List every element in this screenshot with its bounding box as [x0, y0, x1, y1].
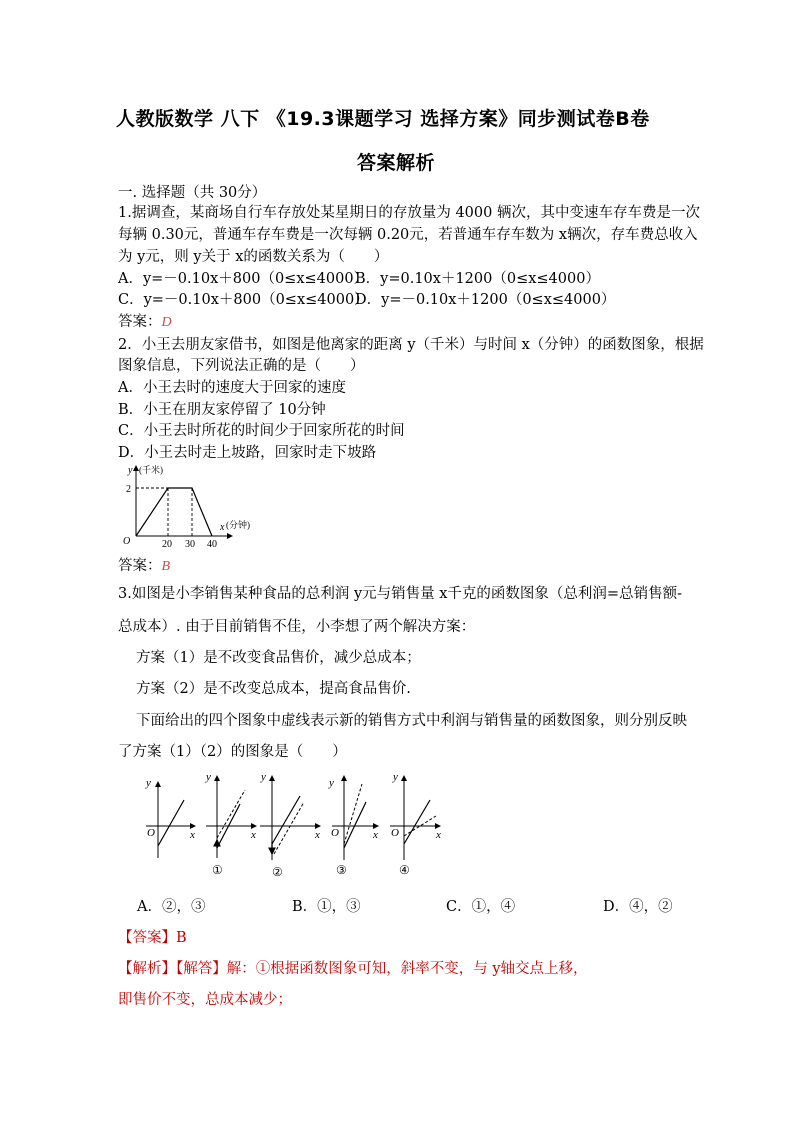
label-3: ③ — [336, 863, 347, 877]
q2-text-line2: 图象信息，下列说法正确的是（ ） — [118, 358, 365, 374]
answer-label: 答案： — [118, 314, 162, 330]
original-line — [272, 796, 300, 844]
y-tick-2: 2 — [126, 484, 131, 495]
q2-answer-value: B — [161, 559, 171, 574]
q3-option-c: C．①，④ — [446, 899, 516, 915]
q2-option-a: A．小王去时的速度大于回家的速度 — [118, 380, 346, 396]
section-header: 一. 选择题（共 30分） — [118, 185, 267, 201]
q3-text-line4: 了方案（1）（2）的图象是（ ） — [118, 744, 347, 760]
new-line — [344, 784, 362, 844]
label-1: ① — [212, 863, 223, 877]
y-label: y — [206, 771, 211, 783]
q2-answer — [118, 554, 170, 575]
new-line — [217, 790, 245, 838]
x-label: x — [251, 829, 256, 841]
y-label: y — [329, 777, 334, 789]
x-label: x — [190, 829, 195, 841]
q1-option-a: A．y=－0.10x＋800（0≤x≤4000） — [118, 271, 369, 287]
q3-analysis-line2: 即售价不变，总成本减少； — [118, 992, 292, 1008]
origin-label: O — [147, 827, 155, 839]
y-unit-label: (千米) — [139, 465, 163, 475]
q3-text-line2: 总成本）. 由于目前销售不佳，小李想了两个解决方案： — [118, 619, 476, 635]
q3-option-a: A．②，③ — [137, 899, 206, 915]
q2-text-line1: 2．小王去朋友家借书，如图是他离家的距离 y（千米）与时间 x（分钟）的函数图象，根据 — [118, 337, 704, 353]
q1-option-b: B．y=0.10x＋1200（0≤x≤4000） — [355, 271, 600, 287]
q1-text-line2: 每辆 0.30元，普通车存车费是一次每辆 0.20元，若普通车存车数为 x辆次，存车费总收入 — [118, 227, 698, 243]
q3-graph-4 — [390, 771, 441, 877]
q1-answer-value: D — [161, 315, 172, 330]
origin-label: O — [123, 536, 131, 547]
q1-answer — [118, 310, 172, 331]
q2-option-d: D．小王去时走上坡路，回家时走下坡路 — [118, 445, 377, 461]
y-label: y — [393, 771, 398, 783]
q3-graph-2 — [260, 771, 320, 879]
x-tick-40: 40 — [207, 539, 217, 550]
q1-text-line3: 为 y元，则 y关于 x的函数关系为（ ） — [118, 249, 389, 265]
origin-label: O — [331, 827, 339, 839]
q3-text-line3: 下面给出的四个图象中虚线表示新的销售方式中利润与销售量的函数图象，则分别反映 — [136, 713, 687, 729]
distance-line — [136, 488, 212, 536]
q3-original-graph — [145, 777, 195, 858]
q2-distance-time-graph — [116, 462, 250, 554]
x-unit-label: (分钟) — [226, 520, 250, 530]
label-2: ② — [272, 865, 283, 879]
document-title: 人教版数学 八下 《19.3课题学习 选择方案》同步测试卷B卷 — [116, 108, 650, 130]
q2-option-b: B．小王在朋友家停留了 10分钟 — [118, 402, 326, 418]
q3-plan1: 方案（1）是不改变食品售价，减少总成本； — [136, 650, 421, 666]
y-label: y — [146, 777, 151, 789]
q3-option-b: B．①，③ — [292, 899, 361, 915]
q1-text-line1: 1.据调查，某商场自行车存放处某星期日的存放量为 4000 辆次，其中变速车存车费是一次 — [118, 205, 700, 221]
new-line — [274, 802, 304, 854]
document-subtitle: 答案解析 — [357, 152, 436, 174]
q3-graphs — [140, 770, 450, 880]
q3-option-d: D．④，② — [603, 899, 673, 915]
y-label: y — [261, 771, 266, 783]
x-label: x — [436, 829, 441, 841]
origin-label: O — [391, 827, 399, 839]
q2-option-c: C．小王去时所花的时间少于回家所花的时间 — [118, 423, 405, 439]
label-4: ④ — [399, 863, 410, 877]
x-axis-label: x — [220, 522, 225, 533]
q1-option-c: C．y=－0.10x＋800（0≤x≤4000） — [118, 292, 369, 308]
x-label: x — [315, 829, 320, 841]
q3-text-line1: 3.如图是小李销售某种食品的总利润 y元与销售量 x千克的函数图象（总利润=总销售额- — [118, 586, 682, 602]
x-tick-30: 30 — [185, 539, 195, 550]
q3-graph-3 — [328, 776, 378, 877]
q1-option-d: D．y=－0.10x＋1200（0≤x≤4000） — [355, 292, 616, 308]
q3-graph-1 — [205, 771, 256, 877]
x-label: x — [373, 829, 378, 841]
q3-plan2: 方案（2）是不改变总成本，提高食品售价. — [136, 681, 411, 697]
q3-answer: 【答案】B — [118, 930, 187, 946]
y-axis-label: y — [128, 465, 133, 476]
x-tick-20: 20 — [162, 539, 172, 550]
profit-line — [158, 800, 184, 846]
q3-analysis-line1: 【解析】【解答】解：①根据函数图象可知，斜率不变，与 y轴交点上移， — [118, 961, 588, 977]
answer-label: 答案： — [118, 558, 162, 574]
